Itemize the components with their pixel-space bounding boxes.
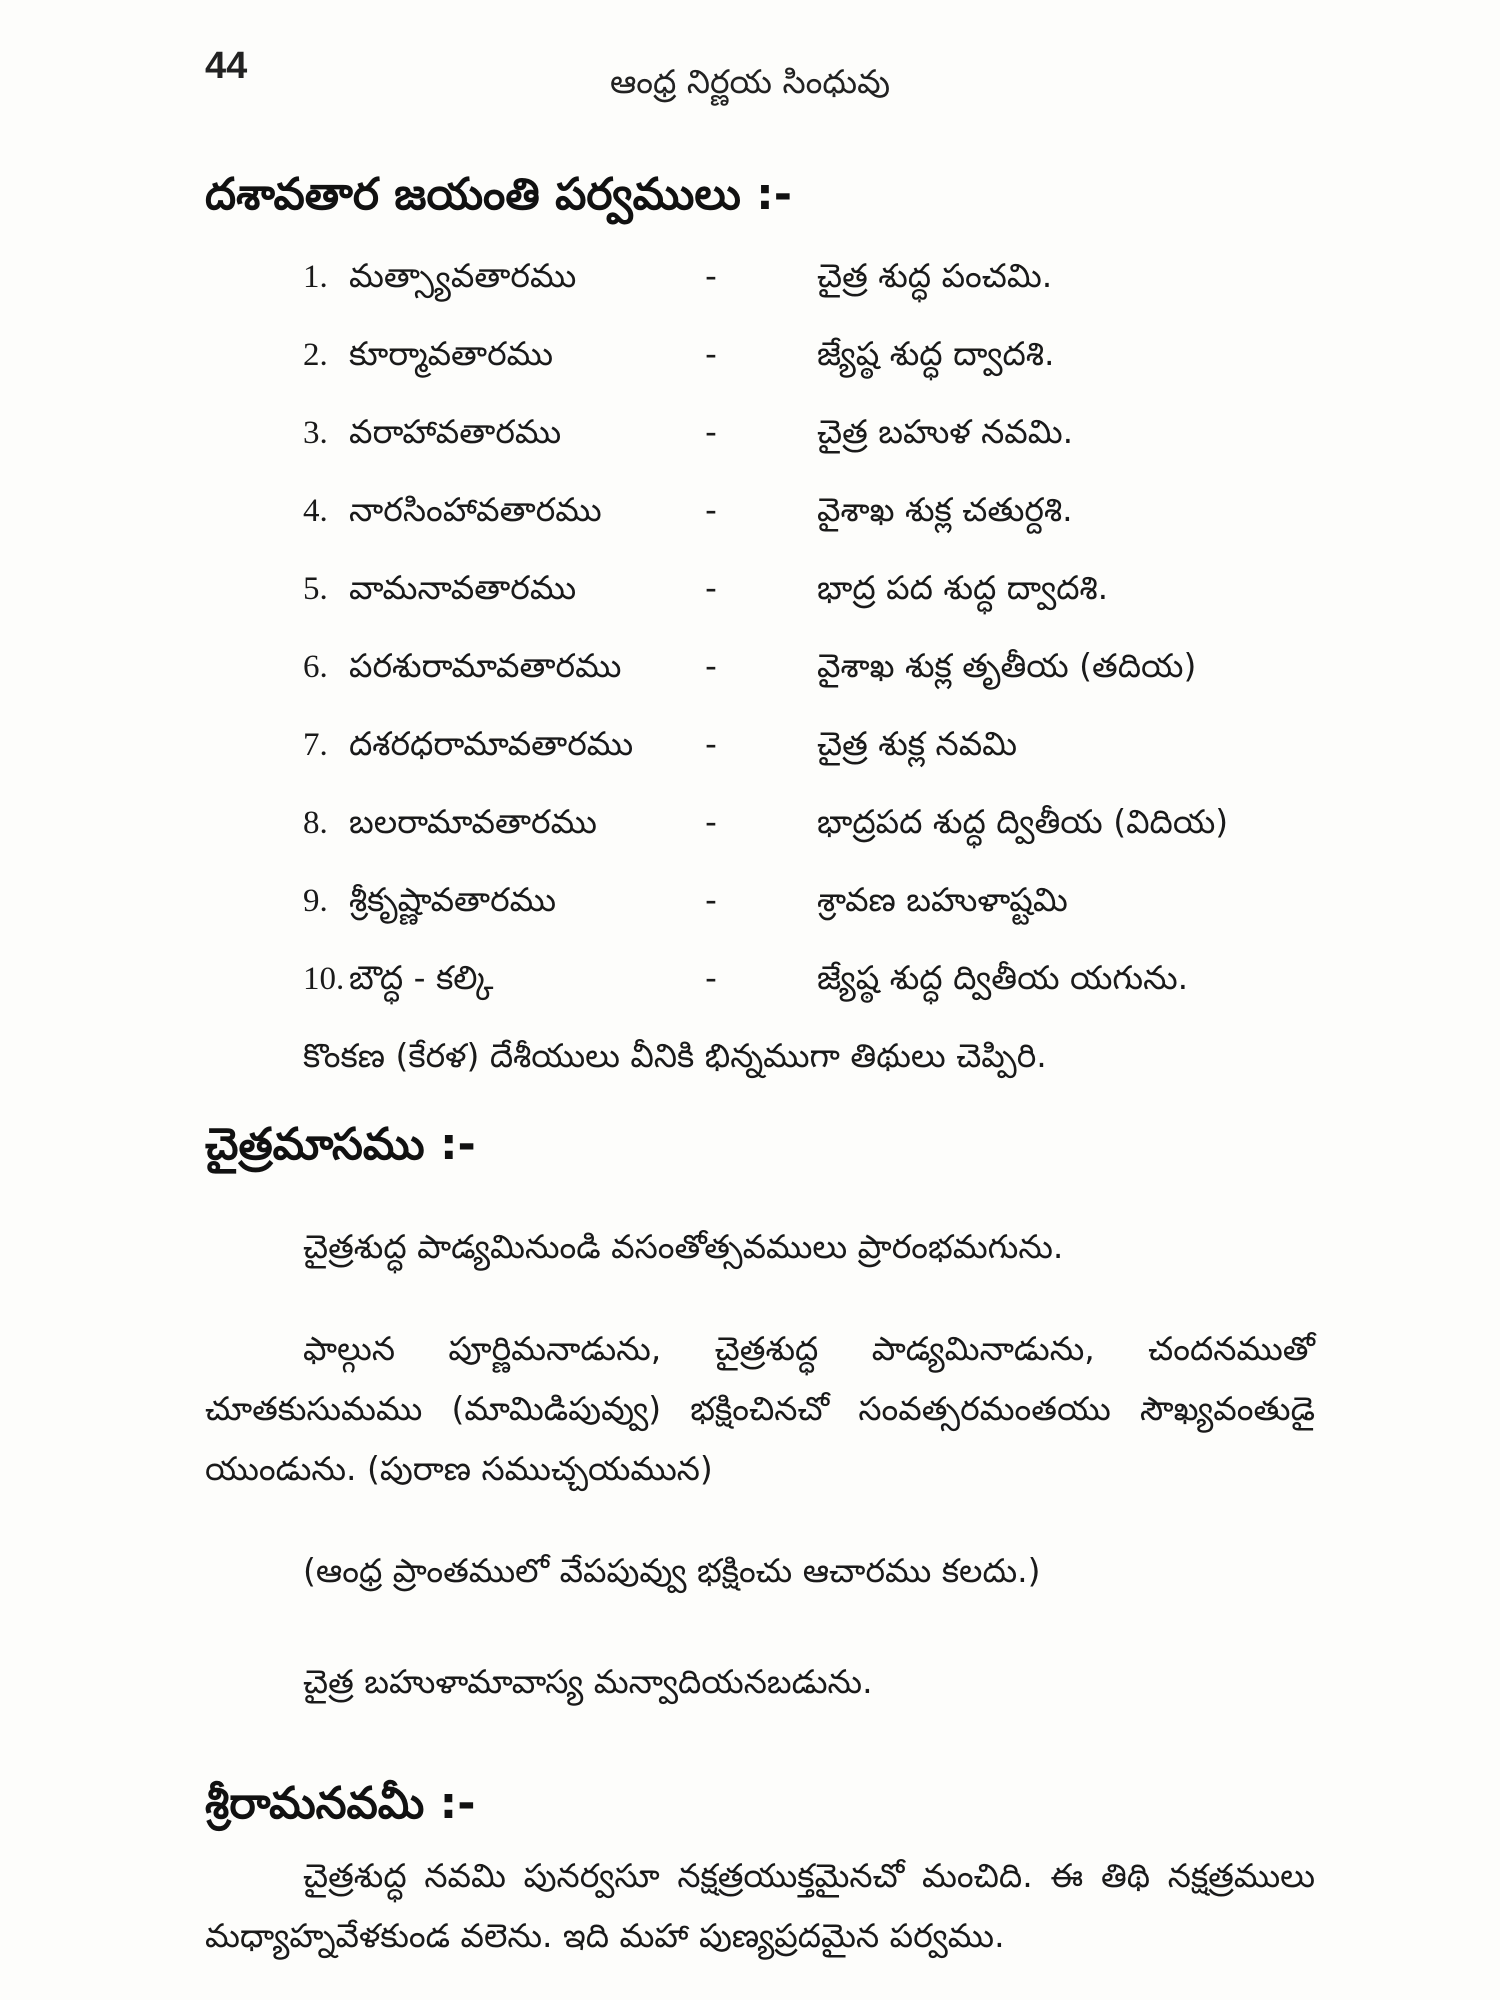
- paragraph: ఫాల్గున పూర్ణిమనాడును, చైత్రశుద్ధ పాడ్యమినాడును, చందనముతో చూతకుసుమము (మామిడిపువ్వు) భక్షించినచో సంవత్సరమంతయు సౌఖ్యవంతుడై యుండును. (పురాణ సముచ్చయమున): [205, 1329, 1315, 1488]
- item-number: 3.: [303, 415, 328, 451]
- paragraph: చైత్రశుద్ధ పాడ్యమినుండి వసంతోత్సవములు ప్రారంభమగును.: [303, 1227, 1064, 1266]
- item-dash: -: [705, 802, 717, 841]
- avatar-name: వామనావతారము: [349, 568, 577, 607]
- avatar-name: బౌద్ధ - కల్కి: [349, 958, 494, 997]
- item-dash: -: [705, 334, 717, 373]
- konkana-note: [303, 1017, 1315, 1095]
- avatar-item: [303, 861, 1315, 939]
- avatar-item: [303, 315, 1315, 393]
- paragraph: (ఆంధ్ర ప్రాంతములో వేపపువ్వు భక్షించు ఆచారము కలదు.): [303, 1551, 1041, 1590]
- tithi-date: వైశాఖ శుక్ల తృతీయ (తదియ): [817, 646, 1197, 685]
- item-number: 6.: [303, 649, 328, 685]
- avatar-name: మత్స్యావతారము: [349, 256, 577, 295]
- item-dash: -: [705, 880, 717, 919]
- tithi-date: శ్రావణ బహుళాష్టమి: [817, 880, 1068, 919]
- tithi-date: చైత్ర శుద్ధ పంచమి.: [817, 256, 1053, 295]
- page-number: 44: [205, 45, 248, 87]
- avatar-item: [303, 627, 1315, 705]
- avatar-name: బలరామావతారము: [349, 802, 597, 841]
- avatar-list: [303, 237, 1315, 1095]
- avatar-name: కూర్మావతారము: [349, 334, 554, 373]
- avatar-name: నారసింహావతారము: [349, 490, 602, 529]
- tithi-date: జ్యేష్ఠ శుద్ధ ద్వితీయ యగును.: [817, 958, 1189, 997]
- avatar-item: [303, 783, 1315, 861]
- avatar-item: [303, 939, 1315, 1017]
- item-number: 8.: [303, 805, 328, 841]
- section-heading-ramanavami: శ్రీరామనవమీ :-: [205, 1778, 476, 1829]
- tithi-date: భాద్ర పద శుద్ధ ద్వాదశి.: [817, 568, 1109, 607]
- avatar-name: పరశురామావతారము: [349, 646, 622, 685]
- item-dash: -: [705, 958, 717, 997]
- item-number: 4.: [303, 493, 328, 529]
- note-text: కొంకణ (కేరళ) దేశీయులు వీనికి భిన్నముగా తిథులు చెప్పిరి.: [303, 1036, 1047, 1075]
- section-heading-dasavatara: దశావతార జయంతి పర్వములు :-: [205, 169, 792, 220]
- item-dash: -: [705, 256, 717, 295]
- item-number: 7.: [303, 727, 328, 763]
- tithi-date: జ్యేష్ఠ శుద్ధ ద్వాదశి.: [817, 334, 1055, 373]
- item-number: 1.: [303, 259, 328, 295]
- item-dash: -: [705, 724, 717, 763]
- paragraph: చైత్రశుద్ధ నవమి పునర్వసూ నక్షత్రయుక్తమైనచో మంచిది. ఈ తిథి నక్షత్రములు మధ్యాహ్నవేళకుండ వలెను. ఇది మహా పుణ్యప్రదమైన పర్వము.: [205, 1856, 1315, 1955]
- avatar-item: [303, 237, 1315, 315]
- item-dash: -: [705, 412, 717, 451]
- avatar-item: [303, 393, 1315, 471]
- page-content: [205, 165, 1315, 1984]
- item-dash: -: [705, 646, 717, 685]
- item-number: 9.: [303, 883, 328, 919]
- avatar-item: [303, 705, 1315, 783]
- item-number: 2.: [303, 337, 328, 373]
- avatar-item: [303, 549, 1315, 627]
- item-number: 5.: [303, 571, 328, 607]
- tithi-date: భాద్రపద శుద్ధ ద్వితీయ (విదియ): [817, 802, 1229, 841]
- avatar-name: దశరధరామావతారము: [349, 724, 634, 763]
- paragraph: చైత్ర బహుళామావాస్య మన్వాదియనబడును.: [303, 1662, 873, 1701]
- book-title: ఆంధ్ర నిర్ణయ సింధువు: [609, 62, 891, 101]
- tithi-date: వైశాఖ శుక్ల చతుర్దశి.: [817, 490, 1073, 529]
- avatar-item: [303, 471, 1315, 549]
- tithi-date: చైత్ర బహుళ నవమి.: [817, 412, 1074, 451]
- section-heading-chaitra: చైత్రమాసము :-: [205, 1119, 476, 1170]
- item-dash: -: [705, 490, 717, 529]
- item-dash: -: [705, 568, 717, 607]
- avatar-name: శ్రీకృష్ణావతారము: [349, 880, 557, 919]
- tithi-date: చైత్ర శుక్ల నవమి: [817, 724, 1018, 763]
- item-number: 10.: [303, 961, 345, 997]
- avatar-name: వరాహావతారము: [349, 412, 562, 451]
